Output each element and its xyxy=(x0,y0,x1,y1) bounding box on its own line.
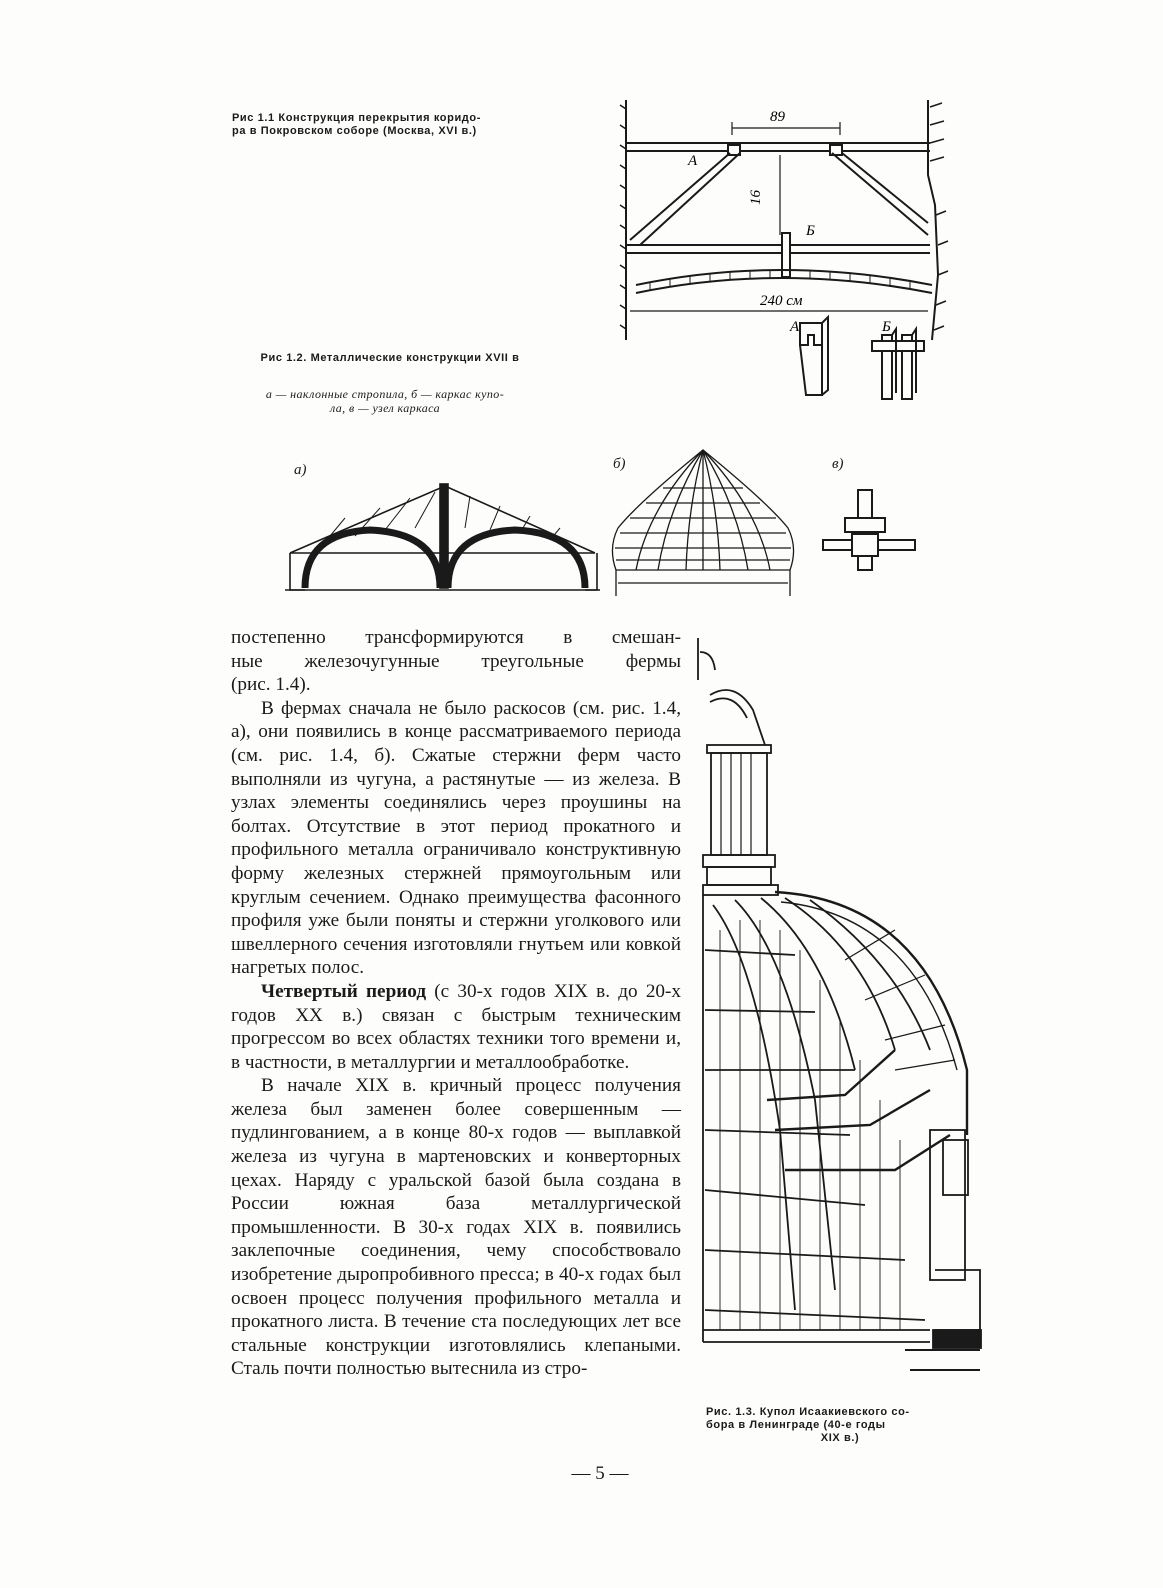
fig1-1-detail-a: А xyxy=(790,319,800,335)
body-p1-line3: (рис. 1.4). xyxy=(231,674,311,696)
fig1-2-caption-title: Рис 1.2. Металлические конструкции XVII в xyxy=(260,352,520,364)
fig1-1-label-a: А xyxy=(688,153,698,169)
body-paragraph-3 xyxy=(231,980,681,1074)
fig1-2-panel-a-label: а) xyxy=(294,462,307,478)
fig1-1-dim-top: 89 xyxy=(770,109,785,125)
fig1-1-caption-line2: ра в Покровском соборе (Москва, XVI в.) xyxy=(232,125,477,137)
fig1-2-caption-line2: ла, в — узел каркаса xyxy=(329,401,440,415)
fig1-2-caption-desc xyxy=(220,387,550,415)
body-p1-line2: ные железочугунные треугольные фермы xyxy=(231,650,681,672)
fig1-2a-rafters xyxy=(285,478,600,593)
page-number: — 5 — xyxy=(571,1463,629,1484)
fig1-2-panel-b-label: б) xyxy=(613,456,626,472)
body-text xyxy=(231,626,681,1381)
fig1-1-dim-vertical: 16 xyxy=(748,190,764,205)
body-paragraph-2: В фермах сначала не было раскосов (см. рис. 1.4, а), они появились в конце рассматриваемого периода (см. рис. 1.4, б). Сжатые стержни ферм часто выполняли из чугуна, а растянутые — из железа. В узлах элементы соединялись через проушины на болтах. Отсутствие в этот период прокатного и профильного металла ограничивало конструктивную форму железных стержней прямоугольным или круглым сечением. Однако преимущества фасонного профиля уже были поняты и стержни уголкового или швеллерного сечения изготовляли гнутьем или ковкой нагретых полос. xyxy=(231,697,681,979)
body-p3-heading: Четвертый период xyxy=(261,980,427,1002)
fig1-1-caption xyxy=(232,112,562,138)
fig1-3-caption-line3: XIX в.) xyxy=(820,1432,860,1444)
body-p3-text: (с 30-х годов XIX в. до 20-х годов XX в.) связан с быстрым техническим прогрессом во всех областях техники того времени и, в частности, в металлургии и металлообработке. xyxy=(231,980,681,1073)
body-p1-line1: постепенно трансформируются в смешан- xyxy=(231,627,681,648)
fig1-2c-node xyxy=(820,488,920,573)
fig1-3-caption-line1: Рис. 1.3. Купол Исаакиевского со- xyxy=(706,1406,910,1418)
fig1-3-caption xyxy=(706,1406,974,1445)
body-paragraph-4: В начале XIX в. кричный процесс получения железа был заменен более совершенным — пудлингованием, а в конце 80-х годов — выплавкой железа из чугуна в мартеновских и конверторных цехах. Наряду с уральской базой была создана в России южная база металлургической промышленности. В 30-х годах XIX в. появились заклепочные соединения, чему способствовало изобретение дыропробивного пресса; в 40-х годах был освоен процесс получения профильного металла и прокатного листа. В течение ста последующих лет все стальные конструкции изготовлялись клепаными. Сталь почти полностью вытеснила из стро- xyxy=(231,1075,681,1380)
fig1-1-detail-b: Б xyxy=(882,319,891,335)
fig1-1-label-b: Б xyxy=(806,223,815,239)
fig1-2b-dome xyxy=(608,448,798,598)
fig1-1-dim-span: 240 см xyxy=(760,293,803,309)
fig1-1-drawing xyxy=(610,95,950,415)
fig1-2-panel-c-label: в) xyxy=(832,456,844,472)
fig1-3-dome-section xyxy=(695,630,985,1405)
fig1-2-caption-line1: а — наклонные стропила, б — каркас купо- xyxy=(265,387,505,401)
fig1-3-caption-line2: бора в Ленинграде (40-е годы xyxy=(706,1419,886,1431)
fig1-1-caption-line1: Рис 1.1 Конструкция перекрытия коридо- xyxy=(232,112,481,124)
